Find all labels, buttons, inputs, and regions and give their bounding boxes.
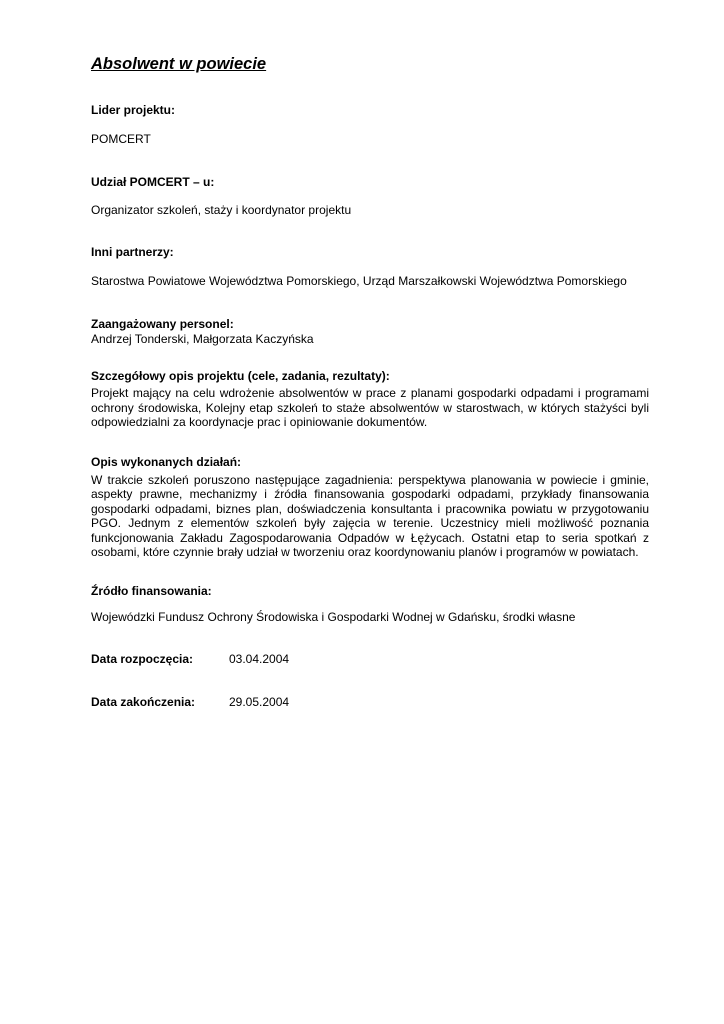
finansowanie-value: Wojewódzki Fundusz Ochrony Środowiska i Gospodarki Wodnej w Gdańsku, środki własne xyxy=(91,609,576,624)
partnerzy-label: Inni partnerzy: xyxy=(91,245,174,259)
document-page xyxy=(91,52,649,710)
personel-value: Andrzej Tonderski, Małgorzata Kaczyńska xyxy=(91,331,314,346)
start-date-label: Data rozpoczęcia: xyxy=(91,652,194,666)
end-date-label: Data zakończenia: xyxy=(91,695,196,709)
document-title: Absolwent w powiecie xyxy=(91,55,267,73)
end-date-value: 29.05.2004 xyxy=(229,695,290,709)
personel-label: Zaangażowany personel: xyxy=(91,316,234,331)
opis-label: Szczegółowy opis projektu (cele, zadania, rezultaty): xyxy=(91,369,390,383)
finansowanie-label: Źródło finansowania: xyxy=(91,583,212,598)
opis-value: Projekt mający na celu wdrożenie absolwentów w prace z planami gospodarki odpadami i programami ochrony środowiska, Kolejny etap szkoleń to staże absolwentów w starostwach, w których stażyści byli odpowiedzialni za koordynacje prac i opiniowanie dokumentów. xyxy=(91,386,649,429)
dzialania-value: W trakcie szkoleń poruszono następujące zagadnienia: perspektywa planowania w powiecie i gminie, aspekty prawne, mechanizmy i źródła finansowania gospodarki odpadami, przykłady finansowania gospodarki odpadami, biznes plan, doświadczenia konsultanta i pracownika powiatu w przygotowaniu PGO. Jednym z elementów szkoleń były zajęcia w terenie. Uczestnicy mieli możliwość poznania funkcjonowania Zakładu Zagospodarowania Odpadów w Łężycach. Ostatni etap to seria spotkań z osobami, które czynnie brały udział w tworzeniu oraz koordynowaniu planów i programów w powiatach. xyxy=(91,472,649,559)
start-date-row xyxy=(91,652,649,667)
lider-label: Lider projektu: xyxy=(91,103,176,117)
start-date-value: 03.04.2004 xyxy=(229,652,290,666)
partnerzy-value: Starostwa Powiatowe Województwa Pomorskiego, Urząd Marszałkowski Województwa Pomorskiego xyxy=(91,274,627,288)
dzialania-label: Opis wykonanych działań: xyxy=(91,454,242,469)
lider-value: POMCERT xyxy=(91,132,151,146)
udzial-label: Udział POMCERT – u: xyxy=(91,174,215,189)
end-date-row xyxy=(91,695,649,710)
udzial-value: Organizator szkoleń, staży i koordynator projektu xyxy=(91,202,352,217)
